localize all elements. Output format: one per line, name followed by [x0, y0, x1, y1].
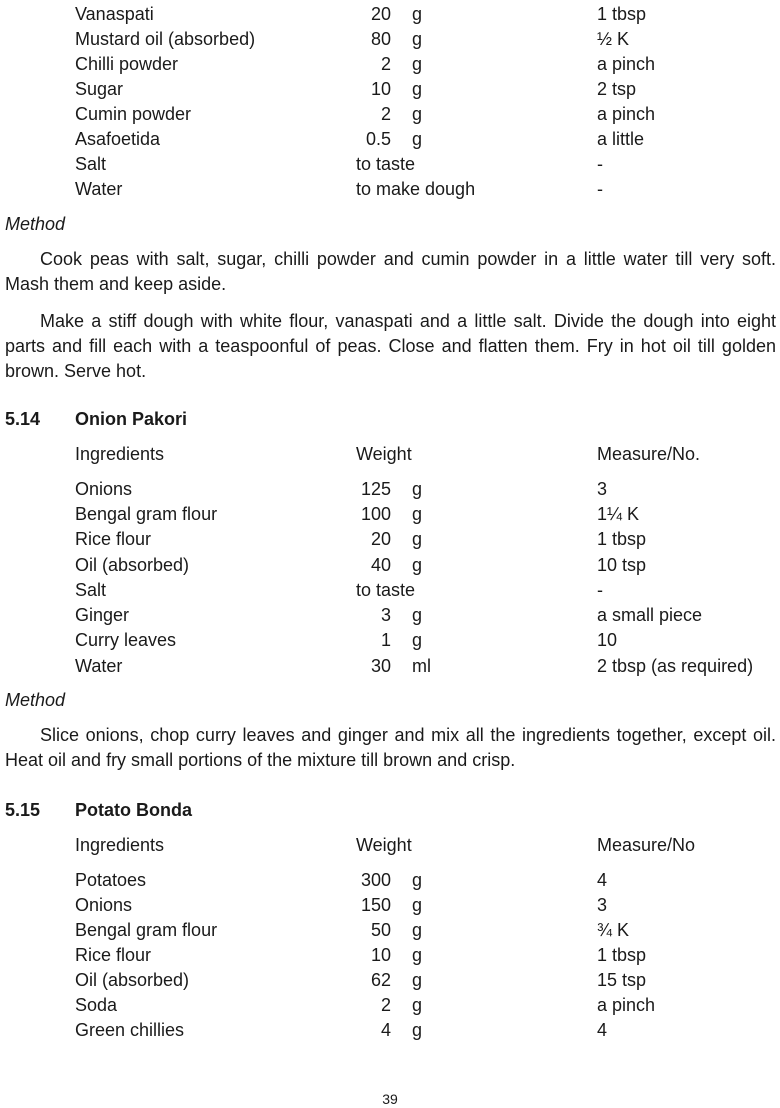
ingredient-qty: 100 [360, 504, 391, 524]
ingredient-name: Soda [75, 995, 118, 1015]
ingredient-unit: g [412, 630, 423, 650]
ingredient-measure: 4 [597, 1020, 608, 1040]
ingredient-measure: a little [597, 129, 645, 149]
ingredient-measure: ½ K [597, 29, 630, 49]
recipe-number: 5.15 [5, 800, 41, 820]
ingredient-row [0, 52, 780, 76]
method-paragraph: Cook peas with salt, sugar, chilli powder and cumin powder in a little water till very soft. Mash them and keep aside. [5, 249, 776, 294]
ingredient-qty: 10 [370, 79, 391, 99]
ingredient-row [0, 943, 780, 967]
ingredient-measure: 1 tbsp [597, 945, 647, 965]
ingredient-qty: 30 [370, 656, 391, 676]
ingredient-qty: 50 [370, 920, 391, 940]
ingredient-unit: g [412, 945, 423, 965]
ingredient-row [0, 102, 780, 126]
ingredient-measure: a pinch [597, 995, 656, 1015]
ingredient-qty: 3 [380, 605, 391, 625]
ingredient-row [0, 603, 780, 627]
ingredient-unit: ml [412, 656, 431, 676]
ingredient-row [0, 27, 780, 51]
ingredient-unit: g [412, 870, 423, 890]
ingredient-name: Sugar [75, 79, 124, 99]
ingredient-name: Water [75, 179, 123, 199]
ingredient-row [0, 628, 780, 652]
method-paragraph: Make a stiff dough with white flour, vanaspati and a little salt. Divide the dough into eight parts and fill each with a teaspoonful of peas. Close and flatten them. Fry in hot oil till golden brown. Serve hot. [5, 311, 776, 381]
ingredient-name: Mustard oil (absorbed) [75, 29, 256, 49]
ingredient-unit: g [412, 1020, 423, 1040]
ingredient-measure: 3 [597, 895, 608, 915]
ingredient-unit: g [412, 920, 423, 940]
header-measure: Measure/No. [597, 444, 701, 464]
ingredient-qty: 4 [380, 1020, 391, 1040]
table-header [0, 442, 780, 466]
header-weight: Weight [356, 444, 412, 464]
ingredient-measure: ¾ K [597, 920, 630, 940]
ingredient-measure: 10 [597, 630, 618, 650]
ingredient-measure: 2 tbsp (as required) [597, 656, 754, 676]
ingredient-qty: 150 [360, 895, 391, 915]
method-label: Method [5, 214, 66, 234]
ingredient-qty: 125 [360, 479, 391, 499]
ingredient-name: Asafoetida [75, 129, 161, 149]
ingredient-unit: g [412, 29, 423, 49]
ingredient-name: Cumin powder [75, 104, 192, 124]
ingredient-name: Rice flour [75, 529, 152, 549]
ingredient-unit: g [412, 104, 423, 124]
ingredient-row [0, 993, 780, 1017]
ingredient-measure: - [597, 154, 603, 174]
header-measure: Measure/No [597, 835, 696, 855]
ingredient-row [0, 654, 780, 678]
ingredient-row [0, 77, 780, 101]
ingredient-row [0, 893, 780, 917]
ingredient-measure: 10 tsp [597, 555, 647, 575]
ingredient-name: Rice flour [75, 945, 152, 965]
ingredient-qty: 0.5 [365, 129, 391, 149]
ingredient-unit: g [412, 995, 423, 1015]
ingredient-row [0, 152, 780, 176]
recipe-title: Onion Pakori [75, 409, 188, 429]
ingredient-qty: 2 [380, 995, 391, 1015]
ingredient-name: Salt [75, 154, 107, 174]
ingredient-qty: 300 [360, 870, 391, 890]
ingredient-name: Onions [75, 479, 133, 499]
ingredient-row [0, 968, 780, 992]
table-header [0, 833, 780, 857]
ingredient-measure: 1 tbsp [597, 529, 647, 549]
ingredient-measure: 2 tsp [597, 79, 637, 99]
ingredient-note: to taste [356, 580, 416, 600]
recipe-heading [0, 798, 780, 822]
ingredient-measure: 15 tsp [597, 970, 647, 990]
ingredient-unit: g [412, 4, 423, 24]
ingredient-row [0, 177, 780, 201]
ingredient-measure: 3 [597, 479, 608, 499]
ingredient-unit: g [412, 895, 423, 915]
ingredient-unit: g [412, 605, 423, 625]
ingredient-unit: g [412, 504, 423, 524]
ingredient-qty: 2 [380, 104, 391, 124]
ingredient-name: Ginger [75, 605, 130, 625]
ingredient-measure: - [597, 179, 603, 199]
ingredient-measure: a pinch [597, 104, 656, 124]
ingredient-qty: 20 [370, 529, 391, 549]
ingredient-measure: 1¼ K [597, 504, 640, 524]
recipe-title: Potato Bonda [75, 800, 192, 820]
ingredient-name: Oil (absorbed) [75, 555, 190, 575]
ingredient-qty: 10 [370, 945, 391, 965]
ingredient-row [0, 918, 780, 942]
recipe-heading [0, 407, 780, 431]
header-weight: Weight [356, 835, 412, 855]
ingredient-name: Potatoes [75, 870, 147, 890]
method-label: Method [5, 690, 66, 710]
page-number: 39 [382, 1091, 398, 1107]
ingredient-qty: 40 [370, 555, 391, 575]
ingredient-qty: 80 [370, 29, 391, 49]
ingredient-row [0, 2, 780, 26]
ingredient-name: Bengal gram flour [75, 504, 218, 524]
ingredient-measure: a pinch [597, 54, 656, 74]
ingredient-name: Vanaspati [75, 4, 154, 24]
ingredient-unit: g [412, 555, 423, 575]
ingredient-name: Salt [75, 580, 107, 600]
ingredient-note: to make dough [356, 179, 476, 199]
recipe-number: 5.14 [5, 409, 41, 429]
ingredient-row [0, 868, 780, 892]
ingredient-measure: - [597, 580, 603, 600]
ingredient-name: Onions [75, 895, 133, 915]
ingredient-unit: g [412, 970, 423, 990]
ingredient-row [0, 502, 780, 526]
ingredient-qty: 2 [380, 54, 391, 74]
ingredient-measure: 1 tbsp [597, 4, 647, 24]
ingredient-row [0, 578, 780, 602]
ingredient-unit: g [412, 54, 423, 74]
ingredient-name: Water [75, 656, 123, 676]
ingredient-row [0, 553, 780, 577]
ingredient-qty: 62 [370, 970, 391, 990]
ingredient-unit: g [412, 129, 423, 149]
ingredient-row [0, 127, 780, 151]
ingredient-unit: g [412, 479, 423, 499]
ingredient-name: Chilli powder [75, 54, 179, 74]
ingredient-qty: 20 [370, 4, 391, 24]
ingredient-row [0, 527, 780, 551]
header-ingredients: Ingredients [75, 835, 165, 855]
header-ingredients: Ingredients [75, 444, 165, 464]
ingredient-unit: g [412, 79, 423, 99]
ingredient-name: Curry leaves [75, 630, 177, 650]
ingredient-row [0, 1018, 780, 1042]
ingredient-name: Green chillies [75, 1020, 185, 1040]
method-paragraph: Slice onions, chop curry leaves and ginger and mix all the ingredients together, except oil. Heat oil and fry small portions of the mixture till brown and crisp. [5, 725, 776, 770]
ingredient-measure: 4 [597, 870, 608, 890]
ingredient-note: to taste [356, 154, 416, 174]
ingredient-unit: g [412, 529, 423, 549]
ingredient-measure: a small piece [597, 605, 703, 625]
ingredient-qty: 1 [380, 630, 391, 650]
ingredient-name: Oil (absorbed) [75, 970, 190, 990]
ingredient-name: Bengal gram flour [75, 920, 218, 940]
ingredient-row [0, 477, 780, 501]
